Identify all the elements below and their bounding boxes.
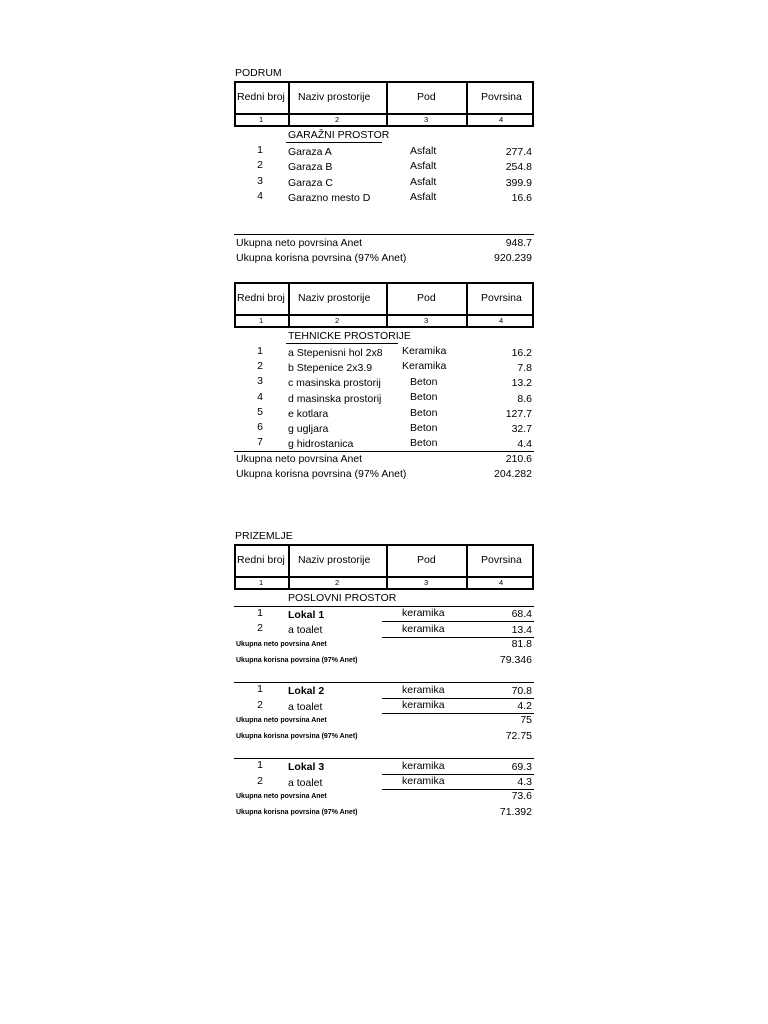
row-floor: Asfalt — [410, 145, 437, 157]
row-area: 277.4 — [505, 146, 532, 158]
row-index: 3 — [257, 375, 263, 387]
row-floor: Asfalt — [410, 160, 437, 172]
header-pod: Pod — [417, 554, 436, 566]
row-name: c masinska prostorij — [288, 377, 381, 389]
korisna-value: 204.282 — [494, 468, 532, 480]
row-name: a toalet — [288, 701, 323, 713]
row-floor: Keramika — [402, 345, 447, 357]
row-floor: keramika — [402, 684, 445, 696]
neto-value: 81.8 — [511, 638, 532, 650]
header-redni-broj: Redni broj — [237, 91, 285, 103]
neto-label: Ukupna neto povrsina Anet — [236, 453, 363, 465]
korisna-value: 79.346 — [499, 654, 532, 666]
row-index: 1 — [257, 759, 263, 771]
row-index: 7 — [257, 436, 263, 448]
row-area: 69.3 — [511, 761, 532, 773]
row-floor: Asfalt — [410, 176, 437, 188]
row-name: Garaza A — [288, 146, 332, 158]
row-area: 16.2 — [511, 347, 532, 359]
row-name: e kotlara — [288, 408, 329, 420]
row-name: a Stepenisni hol 2x8 — [288, 347, 383, 359]
row-index: 2 — [257, 159, 263, 171]
row-floor: Beton — [410, 422, 438, 434]
row-name: a toalet — [288, 624, 323, 636]
row-area: 7.8 — [517, 362, 532, 374]
row-name: Garazno mesto D — [288, 192, 371, 204]
row-floor: Beton — [410, 437, 438, 449]
korisna-label: Ukupna korisna povrsina (97% Anet) — [236, 809, 358, 816]
header-col-1: 1 — [259, 578, 264, 587]
row-area: 8.6 — [517, 393, 532, 405]
row-floor: keramika — [402, 623, 445, 635]
row-floor: Keramika — [402, 360, 447, 372]
neto-label: Ukupna neto povrsina Anet — [236, 237, 363, 249]
header-col-1: 1 — [259, 115, 264, 124]
group-title-tehnicke: TEHNICKE PROSTORIJE — [288, 330, 411, 342]
header-pod: Pod — [417, 292, 436, 304]
row-index: 3 — [257, 175, 263, 187]
header-naziv: Naziv prostorije — [298, 292, 371, 304]
row-floor: keramika — [402, 699, 445, 711]
row-area: 68.4 — [511, 608, 532, 620]
neto-value: 75 — [520, 714, 532, 726]
header-col-2: 2 — [335, 578, 340, 587]
row-area: 32.7 — [511, 423, 532, 435]
neto-value: 948.7 — [505, 237, 532, 249]
row-name: Lokal 2 — [288, 685, 325, 697]
row-index: 1 — [257, 345, 263, 357]
table-header-podrum — [234, 81, 534, 127]
group-title-garazni: GARAŽNI PROSTOR — [288, 129, 390, 141]
section-title-podrum: PODRUM — [235, 67, 282, 79]
row-floor: Asfalt — [410, 191, 437, 203]
row-area: 4.2 — [517, 700, 532, 712]
neto-label: Ukupna neto povrsina Anet — [236, 717, 327, 724]
row-area: 254.8 — [505, 161, 532, 173]
row-floor: keramika — [402, 607, 445, 619]
neto-label: Ukupna neto povrsina Anet — [236, 793, 327, 800]
header-col-1: 1 — [259, 316, 264, 325]
row-name: a toalet — [288, 777, 323, 789]
group-title-poslovni: POSLOVNI PROSTOR — [288, 592, 397, 604]
row-name: g hidrostanica — [288, 438, 354, 450]
row-name: Lokal 3 — [288, 761, 325, 773]
header-povrsina: Povrsina — [481, 292, 522, 304]
row-area: 399.9 — [505, 177, 532, 189]
row-name: Garaza B — [288, 161, 333, 173]
row-area: 4.3 — [517, 776, 532, 788]
row-name: Garaza C — [288, 177, 333, 189]
row-area: 4.4 — [517, 438, 532, 450]
header-povrsina: Povrsina — [481, 91, 522, 103]
row-name: d masinska prostorij — [288, 393, 382, 405]
header-naziv: Naziv prostorije — [298, 91, 371, 103]
row-area: 127.7 — [505, 408, 532, 420]
header-col-4: 4 — [499, 115, 504, 124]
korisna-label: Ukupna korisna povrsina (97% Anet) — [236, 468, 407, 480]
header-povrsina: Povrsina — [481, 554, 522, 566]
row-name: g ugljara — [288, 423, 329, 435]
row-index: 2 — [257, 775, 263, 787]
header-col-3: 3 — [424, 115, 429, 124]
header-redni-broj: Redni broj — [237, 554, 285, 566]
header-redni-broj: Redni broj — [237, 292, 285, 304]
neto-value: 73.6 — [511, 790, 532, 802]
korisna-value: 72.75 — [505, 730, 532, 742]
row-floor: keramika — [402, 760, 445, 772]
row-index: 2 — [257, 699, 263, 711]
row-index: 4 — [257, 190, 263, 202]
header-pod: Pod — [417, 91, 436, 103]
row-index: 6 — [257, 421, 263, 433]
korisna-label: Ukupna korisna povrsina (97% Anet) — [236, 657, 358, 664]
table-header-prizemlje — [234, 544, 534, 590]
row-area: 13.2 — [511, 377, 532, 389]
neto-label: Ukupna neto povrsina Anet — [236, 641, 327, 648]
header-naziv: Naziv prostorije — [298, 554, 371, 566]
header-col-2: 2 — [335, 316, 340, 325]
header-col-3: 3 — [424, 316, 429, 325]
row-index: 4 — [257, 391, 263, 403]
row-area: 16.6 — [511, 192, 532, 204]
table-header-tehnicke — [234, 282, 534, 328]
section-title-prizemlje: PRIZEMLJE — [235, 530, 293, 542]
row-index: 2 — [257, 360, 263, 372]
header-col-4: 4 — [499, 316, 504, 325]
header-col-2: 2 — [335, 115, 340, 124]
row-floor: Beton — [410, 391, 438, 403]
korisna-label: Ukupna korisna povrsina (97% Anet) — [236, 252, 407, 264]
row-name: b Stepenice 2x3.9 — [288, 362, 373, 374]
korisna-value: 920.239 — [494, 252, 532, 264]
row-name: Lokal 1 — [288, 609, 325, 621]
row-floor: Beton — [410, 407, 438, 419]
row-index: 1 — [257, 683, 263, 695]
korisna-label: Ukupna korisna povrsina (97% Anet) — [236, 733, 358, 740]
row-index: 5 — [257, 406, 263, 418]
neto-value: 210.6 — [505, 453, 532, 465]
row-area: 70.8 — [511, 685, 532, 697]
korisna-value: 71.392 — [499, 806, 532, 818]
header-col-3: 3 — [424, 578, 429, 587]
row-area: 13.4 — [511, 624, 532, 636]
row-index: 2 — [257, 622, 263, 634]
row-floor: keramika — [402, 775, 445, 787]
row-floor: Beton — [410, 376, 438, 388]
row-index: 1 — [257, 607, 263, 619]
row-index: 1 — [257, 144, 263, 156]
header-col-4: 4 — [499, 578, 504, 587]
